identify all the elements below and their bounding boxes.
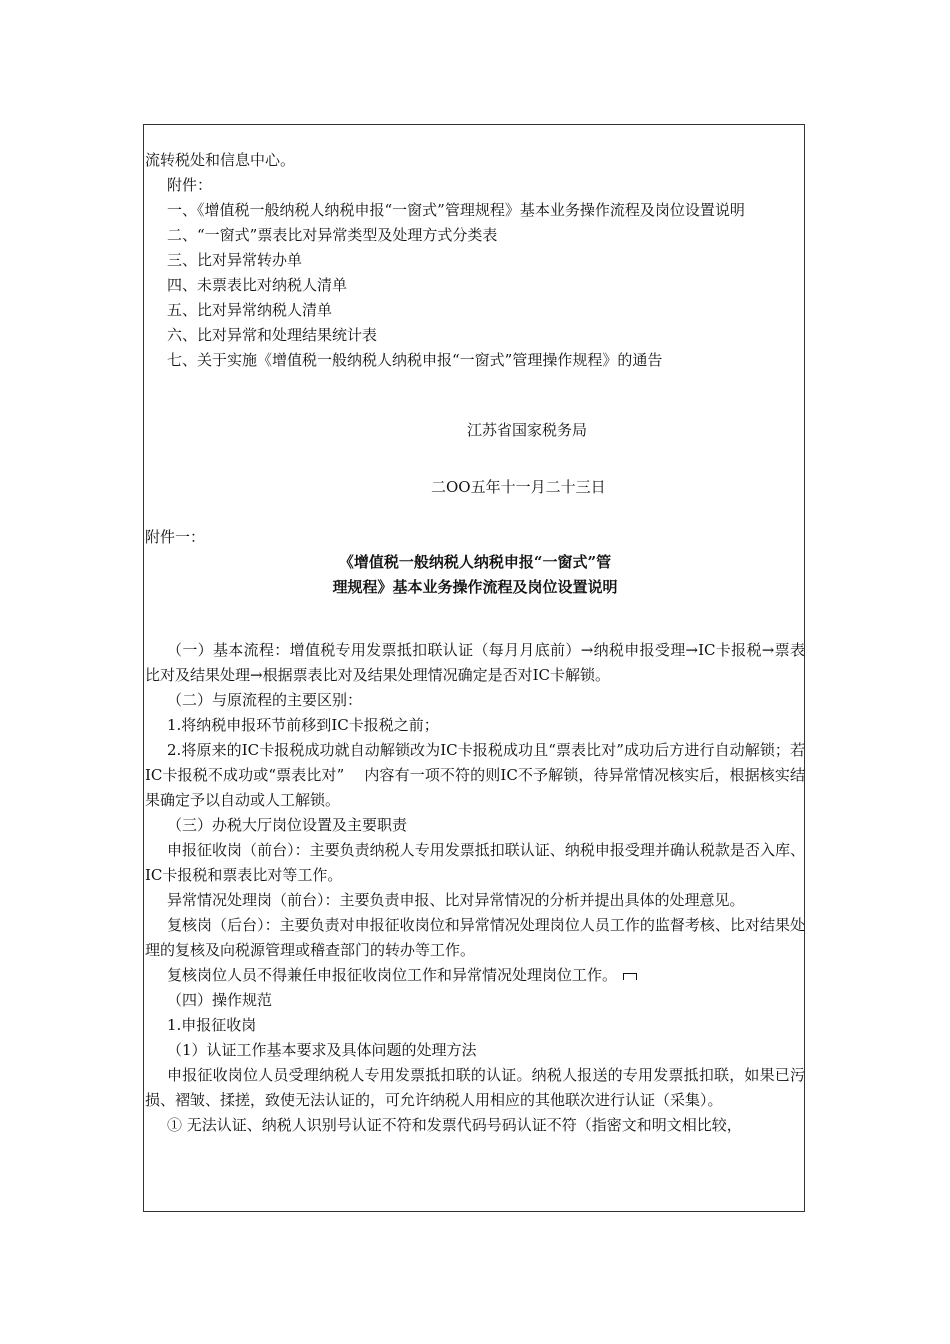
annex-title-line2: 理规程》基本业务操作流程及岗位设置说明 [332, 578, 618, 596]
body-paragraph-with-mark [145, 963, 805, 988]
body-paragraph: （1）认证工作基本要求及具体问题的处理方法 [167, 1041, 477, 1059]
body-paragraph: 申报征收岗（前台）：主要负责纳税人专用发票抵扣联认证、纳税申报受理并确认税款是否入库、IC卡报税和票表比对等工作。 [145, 841, 805, 884]
document-body [145, 148, 805, 1138]
body-paragraph: ① 无法认证、纳税人识别号认证不符和发票代码号码认证不符（指密文和明文相比较， [167, 1116, 742, 1134]
body-paragraph: （一）基本流程：增值税专用发票抵扣联认证（每月月底前）→纳税申报受理→IC卡报税→票表比对及结果处理→根据票表比对及结果处理情况确定是否对IC卡解锁。 [145, 641, 805, 684]
attachment-item: 四、未票表比对纳税人清单 [167, 276, 348, 294]
body-paragraph: 异常情况处理岗（前台）：主要负责申报、比对异常情况的分析并提出具体的处理意见。 [167, 891, 745, 909]
attachment-item: 三、比对异常转办单 [167, 251, 303, 269]
attachment-item: 七、关于实施《增值税一般纳税人纳税申报“一窗式”管理操作规程》的通告 [167, 351, 663, 369]
attachments-label: 附件： [167, 176, 213, 194]
body-paragraph: 1.将纳税申报环节前移到IC卡报税之前； [167, 716, 439, 734]
issuer-name: 江苏省国家税务局 [467, 421, 588, 439]
body-paragraph: 复核岗位人员不得兼任申报征收岗位工作和异常情况处理岗位工作。 [167, 966, 618, 984]
attachment-item: 二、“一窗式”票表比对异常类型及处理方式分类表 [167, 226, 498, 244]
paragraph-intro-end: 流转税处和信息中心。 [145, 151, 296, 169]
body-paragraph: 复核岗（后台）：主要负责对申报征收岗位和异常情况处理岗位人员工作的监督考核、比对结果处理的复核及向税源管理或稽查部门的转办等工作。 [145, 916, 805, 959]
annex-title-line1: 《增值税一般纳税人纳税申报“一窗式”管 [338, 553, 612, 571]
edit-mark-icon [623, 973, 637, 980]
annex-label: 附件一： [145, 528, 206, 546]
attachment-item: 六、比对异常和处理结果统计表 [167, 326, 378, 344]
issue-date: 二OO五年十一月二十三日 [431, 478, 606, 496]
body-paragraph: 2.将原来的IC卡报税成功就自动解锁改为IC卡报税成功且“票表比对”成功后方进行自动解锁；若IC卡报税不成功或“票表比对” 内容有一项不符的则IC不予解锁，待异常情况核实后，根据核实结果确定予以自动或人工解锁。 [145, 741, 805, 809]
body-paragraph: （三）办税大厅岗位设置及主要职责 [167, 816, 408, 834]
body-paragraph: （二）与原流程的主要区别： [167, 691, 363, 709]
body-paragraph: 申报征收岗位人员受理纳税人专用发票抵扣联的认证。纳税人报送的专用发票抵扣联，如果已污损、褶皱、揉搓，致使无法认证的，可允许纳税人用相应的其他联次进行认证（采集）。 [145, 1066, 805, 1109]
attachment-item: 五、比对异常纳税人清单 [167, 301, 333, 319]
attachment-item: 一、《增值税一般纳税人纳税申报“一窗式”管理规程》基本业务操作流程及岗位设置说明 [167, 201, 745, 219]
body-paragraph: 1.申报征收岗 [167, 1016, 257, 1034]
body-paragraph: （四）操作规范 [167, 991, 273, 1009]
